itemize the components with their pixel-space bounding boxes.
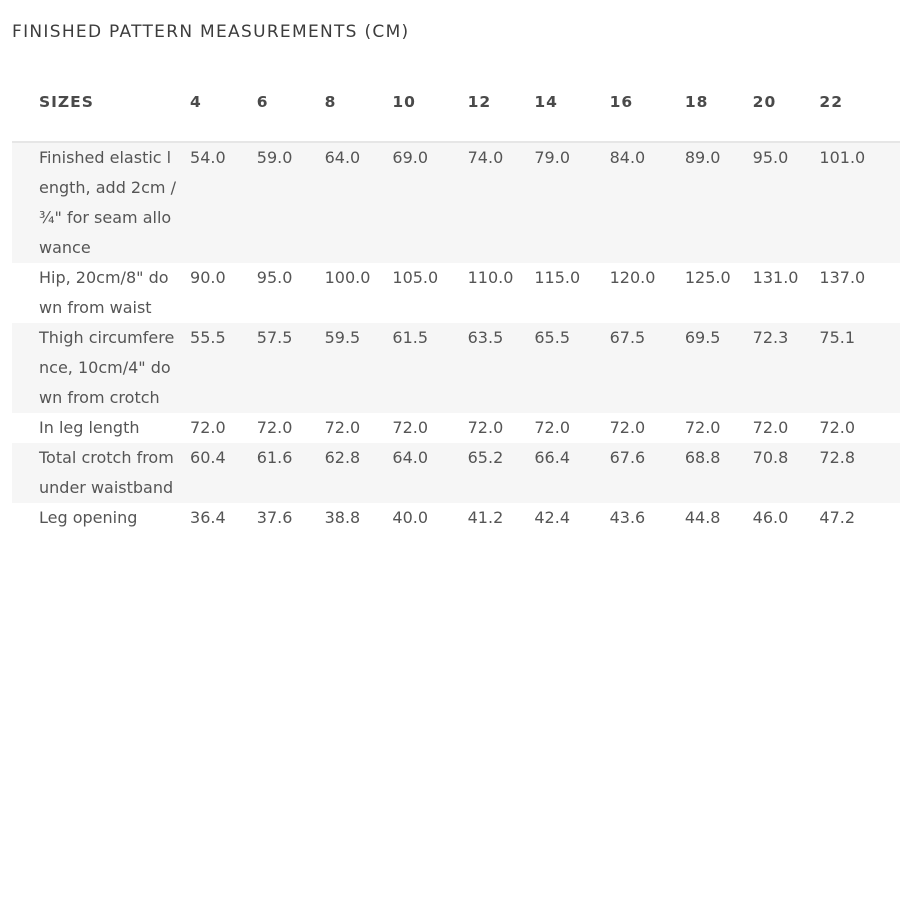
size-header-10: 10	[392, 62, 467, 142]
row-label: Hip, 20cm/8" down from waist	[12, 263, 190, 323]
table-cell: 79.0	[534, 142, 609, 263]
table-cell: 36.4	[190, 503, 257, 533]
table-cell: 72.0	[534, 413, 609, 443]
table-cell: 95.0	[257, 263, 325, 323]
table-cell: 72.0	[819, 413, 900, 443]
table-cell: 72.0	[468, 413, 535, 443]
table-cell: 37.6	[257, 503, 325, 533]
sizes-header: SIZES	[12, 62, 190, 142]
table-cell: 44.8	[685, 503, 753, 533]
table-cell: 115.0	[534, 263, 609, 323]
row-label: In leg length	[12, 413, 190, 443]
table-cell: 46.0	[753, 503, 820, 533]
page-title: FINISHED PATTERN MEASUREMENTS (CM)	[12, 22, 410, 42]
table-cell: 65.5	[534, 323, 609, 413]
table-cell: 69.0	[392, 142, 467, 263]
table-row-hip	[12, 263, 900, 323]
table-cell: 67.5	[610, 323, 685, 413]
table-cell: 75.1	[819, 323, 900, 413]
table-cell: 38.8	[325, 503, 393, 533]
table-cell: 72.0	[392, 413, 467, 443]
table-cell: 42.4	[534, 503, 609, 533]
table-row-leg-opening	[12, 503, 900, 533]
table-cell: 67.6	[610, 443, 685, 503]
table-cell: 89.0	[685, 142, 753, 263]
table-cell: 61.6	[257, 443, 325, 503]
table-cell: 59.5	[325, 323, 393, 413]
table-row-total-crotch	[12, 443, 900, 503]
row-label: Thigh circumference, 10cm/4" down from crotch	[12, 323, 190, 413]
table-cell: 55.5	[190, 323, 257, 413]
table-cell: 60.4	[190, 443, 257, 503]
table-cell: 72.0	[610, 413, 685, 443]
table-cell: 61.5	[392, 323, 467, 413]
size-header-20: 20	[753, 62, 820, 142]
size-header-18: 18	[685, 62, 753, 142]
size-header-12: 12	[468, 62, 535, 142]
table-cell: 43.6	[610, 503, 685, 533]
table-cell: 63.5	[468, 323, 535, 413]
table-cell: 70.8	[753, 443, 820, 503]
table-cell: 41.2	[468, 503, 535, 533]
table-cell: 72.3	[753, 323, 820, 413]
size-header-16: 16	[610, 62, 685, 142]
table-cell: 64.0	[325, 142, 393, 263]
table-cell: 72.0	[190, 413, 257, 443]
measurements-table	[12, 62, 900, 533]
table-cell: 95.0	[753, 142, 820, 263]
table-cell: 100.0	[325, 263, 393, 323]
table-cell: 101.0	[819, 142, 900, 263]
row-label: Finished elastic length, add 2cm / ¾" for seam allowance	[12, 142, 190, 263]
size-header-14: 14	[534, 62, 609, 142]
table-cell: 68.8	[685, 443, 753, 503]
table-row-finished-elastic-length	[12, 142, 900, 263]
table-cell: 105.0	[392, 263, 467, 323]
table-cell: 65.2	[468, 443, 535, 503]
table-cell: 137.0	[819, 263, 900, 323]
table-cell: 59.0	[257, 142, 325, 263]
table-cell: 64.0	[392, 443, 467, 503]
table-row-in-leg-length	[12, 413, 900, 443]
table-cell: 47.2	[819, 503, 900, 533]
header-row	[12, 62, 900, 142]
table-cell: 72.0	[685, 413, 753, 443]
table-cell: 40.0	[392, 503, 467, 533]
table-cell: 72.0	[325, 413, 393, 443]
table-cell: 72.8	[819, 443, 900, 503]
size-header-6: 6	[257, 62, 325, 142]
table-cell: 72.0	[753, 413, 820, 443]
table-cell: 120.0	[610, 263, 685, 323]
table-cell: 110.0	[468, 263, 535, 323]
table-cell: 84.0	[610, 142, 685, 263]
size-header-22: 22	[819, 62, 900, 142]
table-cell: 125.0	[685, 263, 753, 323]
table-cell: 69.5	[685, 323, 753, 413]
table-cell: 54.0	[190, 142, 257, 263]
row-label: Leg opening	[12, 503, 190, 533]
table-row-thigh-circumference	[12, 323, 900, 413]
table-cell: 90.0	[190, 263, 257, 323]
row-label: Total crotch from under waistband	[12, 443, 190, 503]
table-cell: 62.8	[325, 443, 393, 503]
table-cell: 72.0	[257, 413, 325, 443]
table-cell: 74.0	[468, 142, 535, 263]
table-cell: 66.4	[534, 443, 609, 503]
table-cell: 131.0	[753, 263, 820, 323]
size-header-4: 4	[190, 62, 257, 142]
size-header-8: 8	[325, 62, 393, 142]
table-cell: 57.5	[257, 323, 325, 413]
